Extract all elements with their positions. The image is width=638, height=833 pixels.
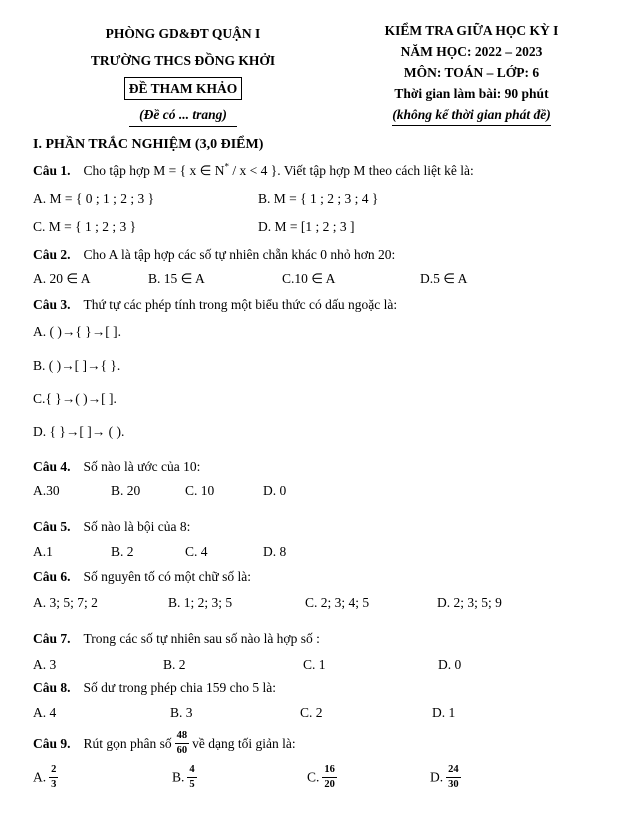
question-text: Số nào là ước của 10: — [83, 459, 201, 474]
option-d: D. 0 — [263, 483, 287, 498]
school-year: NĂM HỌC: 2022 – 2023 — [400, 44, 543, 59]
question-label: Câu 3. — [33, 297, 71, 312]
option-d: D. M = [1 ; 2 ; 3 ] — [258, 219, 355, 234]
subject-grade: MÔN: TOÁN – LỚP: 6 — [403, 65, 540, 80]
question-label: Câu 6. — [33, 569, 71, 584]
option-b: B. M = { 1 ; 2 ; 3 ; 4 } — [258, 191, 379, 206]
option-b: B. 2 — [111, 544, 134, 559]
option-b: B. 3 — [170, 705, 193, 720]
option-d: D. 8 — [263, 544, 287, 559]
option-a: A. ( )→{ }→[ ]. — [33, 324, 121, 339]
option-b: B. 20 — [111, 483, 141, 498]
question-label: Câu 9. — [33, 735, 71, 751]
page-count-note: (Đề có ... trang) — [129, 105, 237, 127]
question-label: Câu 2. — [33, 247, 71, 262]
question-text: Số nào là bội của 8: — [83, 519, 191, 534]
question-6 — [33, 567, 610, 612]
option-b: B. 2 — [163, 657, 186, 672]
option-c: C. 10 — [185, 483, 215, 498]
option-c: C. 4 — [185, 544, 208, 559]
school-name: TRƯỜNG THCS ĐỒNG KHỞI — [90, 53, 276, 68]
question-2 — [33, 245, 610, 288]
department-name: PHÒNG GD&ĐT QUẬN I — [105, 26, 261, 41]
question-text: Thứ tự các phép tính trong một biểu thức có dấu ngoặc là: — [83, 297, 398, 312]
fraction: $\frac{24}{30}$ — [448, 764, 459, 790]
option-d: D. 2; 3; 5; 9 — [437, 595, 502, 610]
question-3 — [33, 295, 610, 441]
option-c: C. $\frac{16}{20}$ — [307, 764, 335, 790]
question-text: Trong các số tự nhiên sau số nào là hợp số : — [83, 631, 320, 646]
option-c: C. 1 — [303, 657, 326, 672]
option-a: A. 20 ∈ A — [33, 271, 91, 286]
question-label: Câu 4. — [33, 459, 71, 474]
option-b: B. 1; 2; 3; 5 — [168, 595, 233, 610]
question-text: Số nguyên tố có một chữ số là: — [83, 569, 251, 584]
option-a: A. 3 — [33, 657, 57, 672]
option-d: D. { }→[ ]→ ( ). — [33, 424, 125, 439]
question-label: Câu 5. — [33, 519, 71, 534]
question-7 — [33, 629, 610, 674]
question-8 — [33, 678, 610, 722]
option-b: B. $\frac{4}{5}$ — [172, 764, 195, 790]
duration-note: (không kể thời gian phát đề) — [392, 106, 550, 126]
section-title: I. PHẦN TRẮC NGHIỆM (3,0 ĐIỂM) — [33, 137, 264, 152]
exam-type-box: ĐỀ THAM KHẢO — [124, 77, 243, 100]
option-c: C.{ }→( )→[ ]. — [33, 391, 117, 406]
question-text: Số dư trong phép chia 159 cho 5 là: — [83, 680, 277, 695]
duration: Thời gian làm bài: 90 phút — [394, 86, 549, 101]
question-text: Rút gọn phân số $\frac{48}{60}$ về dạng tối giản là: — [83, 730, 296, 756]
option-c: C.10 ∈ A — [282, 271, 336, 286]
question-text: Cho A là tập hợp các số tự nhiên chẵn khác 0 nhỏ hơn 20: — [83, 247, 396, 262]
question-label: Câu 7. — [33, 631, 71, 646]
option-a: A. 4 — [33, 705, 57, 720]
option-a: A.1 — [33, 544, 53, 559]
question-1 — [33, 161, 610, 236]
option-c: C. 2; 3; 4; 5 — [305, 595, 370, 610]
question-label: Câu 1. — [33, 163, 71, 178]
exam-header — [33, 20, 610, 127]
option-d: D.5 ∈ A — [420, 271, 468, 286]
option-d: D. 0 — [438, 657, 462, 672]
fraction: $\frac{2}{3}$ — [51, 764, 57, 790]
option-a: A. $\frac{2}{3}$ — [33, 764, 57, 790]
option-b: B. ( )→[ ]→{ }. — [33, 358, 121, 373]
fraction: $\frac{16}{20}$ — [324, 764, 335, 790]
fraction: $\frac{4}{5}$ — [189, 764, 195, 790]
option-c: C. M = { 1 ; 2 ; 3 } — [33, 219, 137, 234]
option-a: A.30 — [33, 483, 60, 498]
fraction: $\frac{48}{60}$ — [176, 730, 188, 756]
option-d: D. 1 — [432, 705, 456, 720]
question-5 — [33, 517, 610, 561]
option-c: C. 2 — [300, 705, 323, 720]
option-d: D. $\frac{24}{30}$ — [430, 764, 459, 790]
question-9 — [33, 732, 610, 791]
option-b: B. 15 ∈ A — [148, 271, 205, 286]
exam-title: KIỂM TRA GIỮA HỌC KỲ I — [384, 23, 559, 38]
question-4 — [33, 457, 610, 500]
option-a: A. M = { 0 ; 1 ; 2 ; 3 } — [33, 191, 155, 206]
header-exam-block — [333, 20, 610, 126]
header-school-block — [33, 20, 333, 127]
question-label: Câu 8. — [33, 680, 71, 695]
option-a: A. 3; 5; 7; 2 — [33, 595, 98, 610]
question-text: Cho tập hợp M = { x ∈ N* / x < 4 }. Viết tập hợp M theo cách liệt kê là: — [83, 161, 474, 178]
